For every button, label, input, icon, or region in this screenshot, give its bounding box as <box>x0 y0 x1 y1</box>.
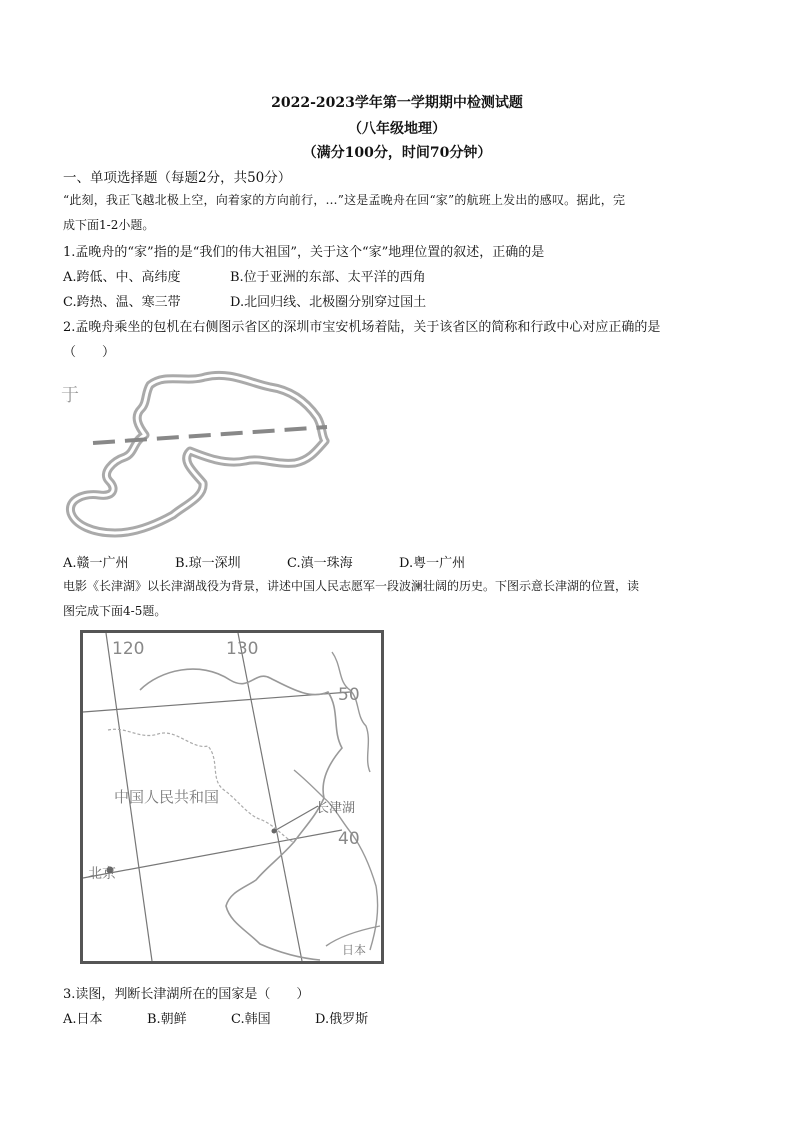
intro-text-line2: 成下面1-2小题。 <box>63 218 155 232</box>
option-c: C.滇一珠海 <box>287 556 353 571</box>
japan-label: 日本 <box>342 943 367 957</box>
option-a: A.赣一广州 <box>63 556 129 571</box>
lon-label-120: 120 <box>112 639 145 659</box>
changjin-lake-map <box>80 630 384 964</box>
lake-label: 长津湖 <box>316 801 356 816</box>
option-d: D.俄罗斯 <box>315 1012 369 1027</box>
option-b: B.位于亚洲的东部、太平洋的西角 <box>230 270 426 285</box>
intro2-text-line2: 图完成下面4-5题。 <box>63 604 167 618</box>
map-fragment-text: 于 <box>61 385 79 406</box>
lat-label-50: 50 <box>338 685 360 705</box>
tropic-of-cancer-line <box>93 427 327 443</box>
exam-info: （满分100分，时间70分钟） <box>302 145 492 161</box>
province-map <box>55 365 345 545</box>
province-inner-outline <box>70 375 325 533</box>
lon-label-130: 130 <box>226 639 259 659</box>
option-b: B.琼一深圳 <box>175 556 241 571</box>
intro2-text-line1: 电影《长津湖》以长津湖战役为背景，讲述中国人民志愿军一段波澜壮阔的历史。下图示意长津湖的位置，读 <box>63 579 640 593</box>
exam-grade: （八年级地理） <box>348 121 446 137</box>
section-heading: 一、单项选择题（每题2分，共50分） <box>63 170 292 186</box>
intro-text-line1: “此刻，我正飞越北极上空，向着家的方向前行，…”这是孟晚舟在回“家”的航班上发出的感叹。据此，完 <box>63 193 626 207</box>
question-2-stem-paren: （ ） <box>63 345 116 360</box>
exam-title: 2022-2023学年第一学期期中检测试题 <box>271 95 523 111</box>
option-a: A.跨低、中、高纬度 <box>63 270 181 285</box>
option-c: C.韩国 <box>231 1012 271 1027</box>
question-3-stem: 3.读图，判断长津湖所在的国家是（ ） <box>63 987 310 1002</box>
lake-marker <box>272 829 277 834</box>
question-2-stem: 2.孟晚舟乘坐的包机在右侧图示省区的深圳市宝安机场着陆，关于该省区的简称和行政中心对应正确的是 <box>63 320 661 335</box>
option-a: A.日本 <box>63 1012 103 1027</box>
option-c: C.跨热、温、寒三带 <box>63 295 181 310</box>
country-label: 中国人民共和国 <box>114 788 220 806</box>
option-d: D.粤一广州 <box>399 556 466 571</box>
lat-label-40: 40 <box>338 829 360 849</box>
beijing-label: 北京 <box>88 866 116 882</box>
option-b: B.朝鲜 <box>147 1012 187 1027</box>
question-1-stem: 1.孟晚舟的“家”指的是“我们的伟大祖国”，关于这个“家”地理位置的叙述，正确的是 <box>63 245 545 260</box>
option-d: D.北回归线、北极圈分别穿过国土 <box>230 295 427 310</box>
